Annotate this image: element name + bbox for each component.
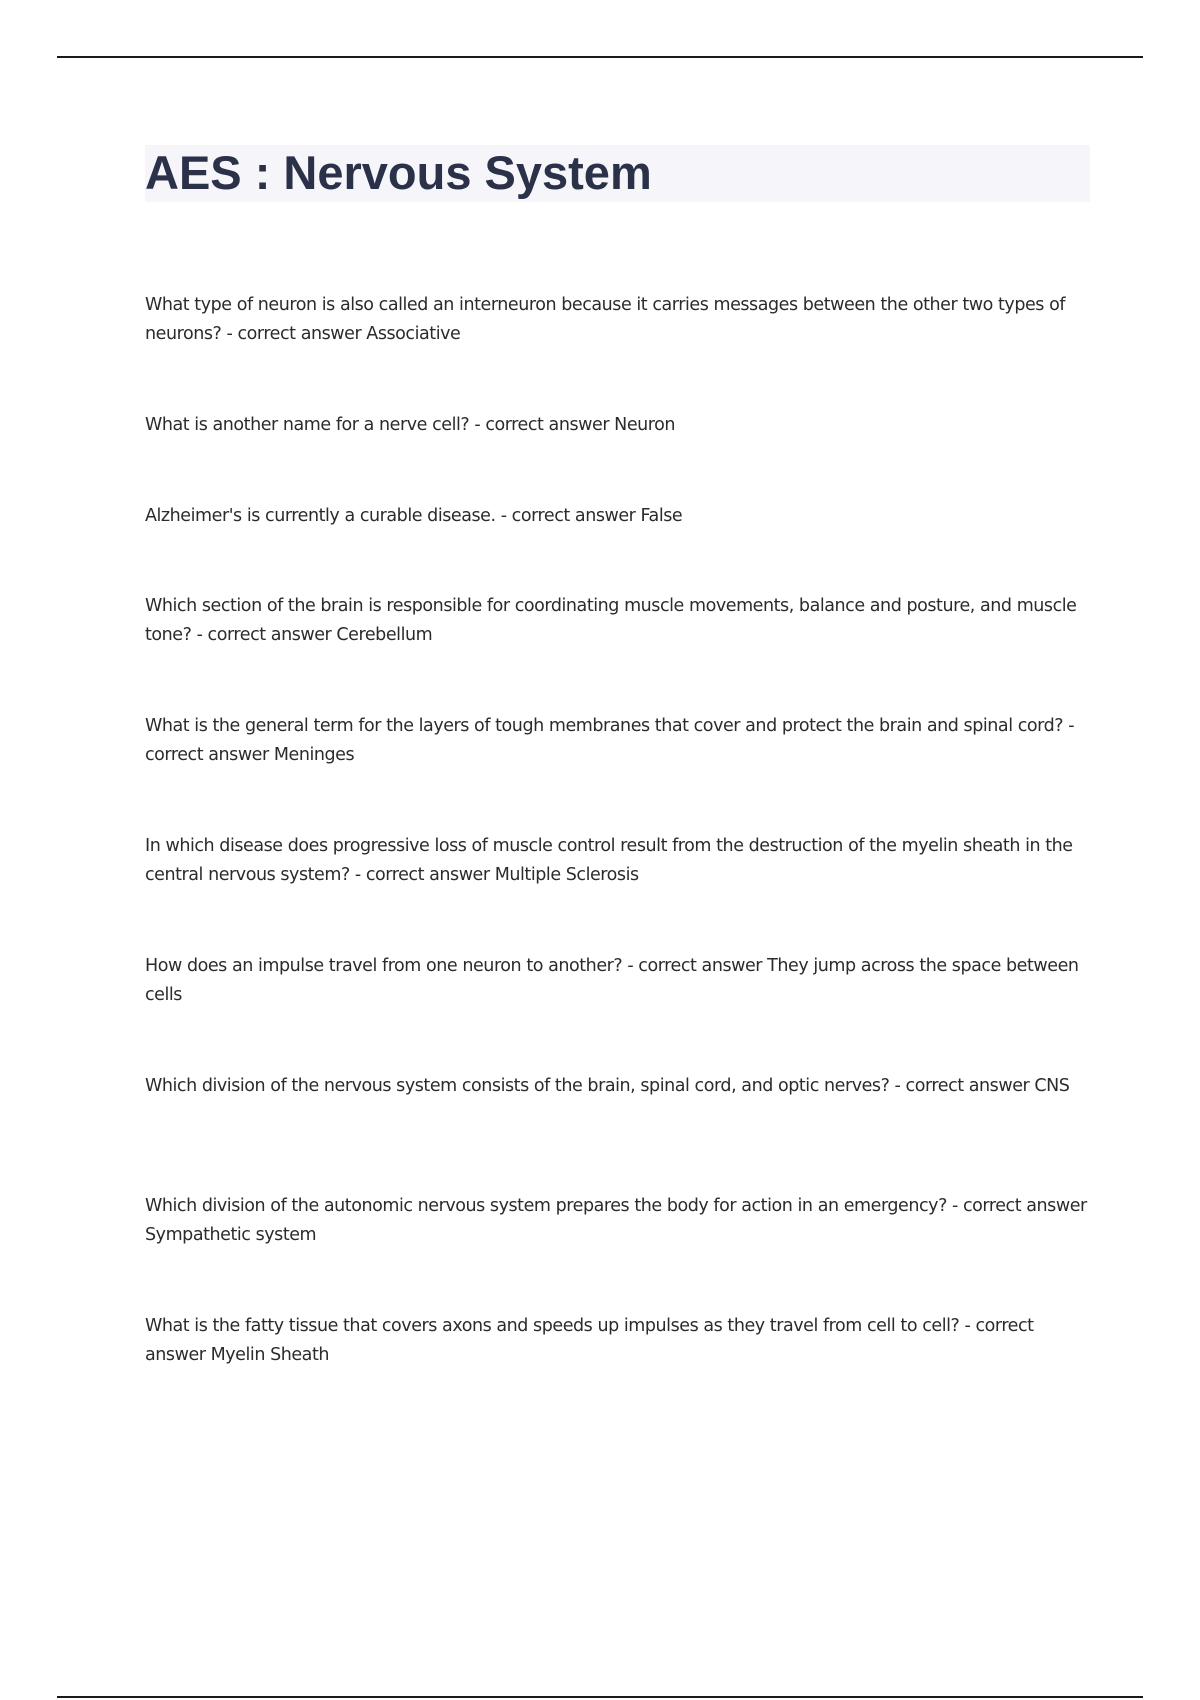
header-rule: [57, 56, 1143, 58]
question-item-9: Which division of the autonomic nervous system prepares the body for action in an emergency? - correct answer Sympathetic system: [145, 1196, 1087, 1245]
question-item-10: What is the fatty tissue that covers axons and speeds up impulses as they travel from cell to cell? - correct answer Myelin Sheath: [145, 1316, 1034, 1365]
question-item-1: What type of neuron is also called an interneuron because it carries messages between the other two types of neurons? - correct answer Associative: [145, 295, 1066, 344]
question-item-8: Which division of the nervous system consists of the brain, spinal cord, and optic nerves? - correct answer CNS: [145, 1076, 1070, 1096]
question-item-3: Alzheimer's is currently a curable disease. - correct answer False: [145, 506, 683, 526]
footer-rule: [57, 1696, 1143, 1698]
page-title: AES : Nervous System: [145, 146, 652, 199]
question-item-5: What is the general term for the layers of tough membranes that cover and protect the brain and spinal cord? - correct answer Meninges: [145, 716, 1075, 765]
question-item-4: Which section of the brain is responsible for coordinating muscle movements, balance and posture, and muscle tone? - correct answer Cerebellum: [145, 596, 1077, 645]
question-item-2: What is another name for a nerve cell? - correct answer Neuron: [145, 415, 676, 435]
question-item-7: How does an impulse travel from one neuron to another? - correct answer They jump across the space between cells: [145, 956, 1079, 1005]
question-item-6: In which disease does progressive loss of muscle control result from the destruction of the myelin sheath in the central nervous system? - correct answer Multiple Sclerosis: [145, 836, 1073, 885]
